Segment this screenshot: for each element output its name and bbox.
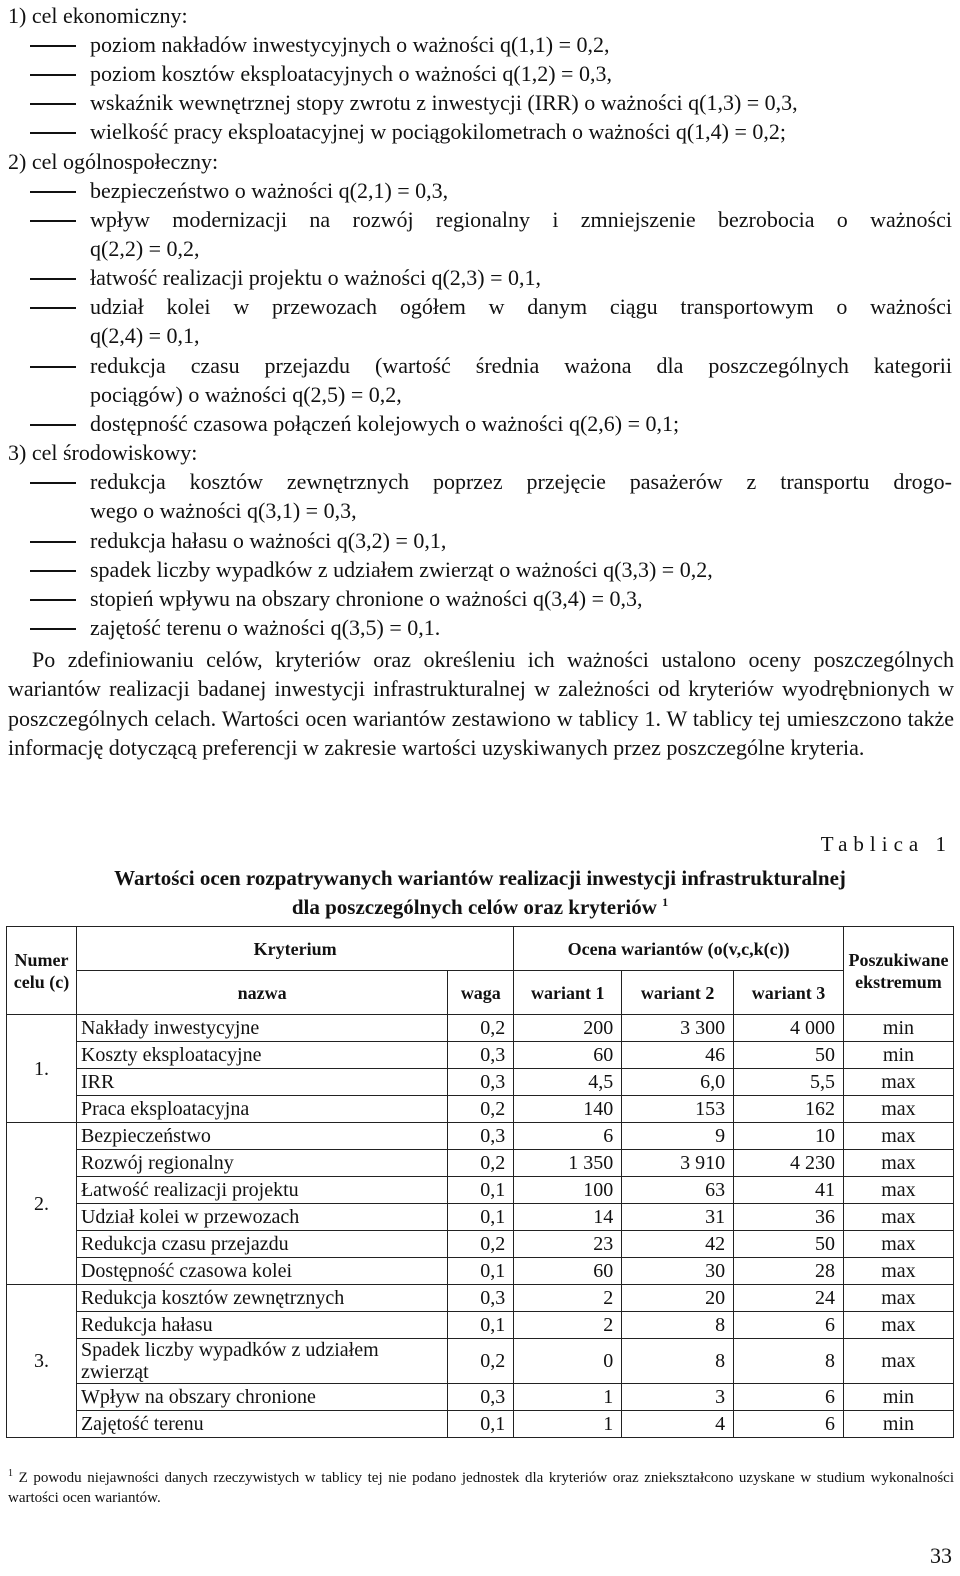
list-item-continuation: q(2,4) = 0,1, [90, 323, 200, 348]
weight-cell: 0,1 [448, 1258, 514, 1285]
extreme-cell: max [843, 1069, 953, 1096]
variant-1-cell: 100 [514, 1177, 622, 1204]
variant-3-cell: 8 [734, 1339, 844, 1384]
variant-1-cell: 1 [514, 1384, 622, 1411]
weight-cell: 0,1 [448, 1312, 514, 1339]
table-row [7, 1285, 954, 1312]
list-item: dostępność czasowa połączeń kolejowych o ważności q(2,6) = 0,1; [30, 410, 679, 438]
page-number: 33 [930, 1543, 952, 1568]
dash-icon [30, 220, 76, 222]
weight-cell: 0,2 [448, 1096, 514, 1123]
header-extreme: Poszukiwane ekstremum [843, 927, 953, 1015]
variant-2-cell: 31 [622, 1204, 734, 1231]
goal-number-cell: 3. [7, 1285, 77, 1438]
extreme-cell: max [843, 1204, 953, 1231]
variant-2-cell: 42 [622, 1231, 734, 1258]
extreme-cell: min [843, 1042, 953, 1069]
variant-2-cell: 46 [622, 1042, 734, 1069]
dash-icon [30, 74, 76, 76]
criterion-name-cell: Koszty eksploatacyjne [76, 1042, 447, 1069]
table-row [7, 1150, 954, 1177]
variant-2-cell: 4 [622, 1411, 734, 1438]
header-goal-number: Numer celu (c) [7, 927, 77, 1015]
extreme-cell: min [843, 1384, 953, 1411]
variant-1-cell: 2 [514, 1312, 622, 1339]
variant-1-cell: 140 [514, 1096, 622, 1123]
extreme-cell: min [843, 1411, 953, 1438]
criterion-name-cell: Łatwość realizacji projektu [76, 1177, 447, 1204]
variant-3-cell: 5,5 [734, 1069, 844, 1096]
variant-1-cell: 60 [514, 1042, 622, 1069]
variant-2-cell: 3 910 [622, 1150, 734, 1177]
list-item: udział kolei w przewozach ogółem w danym ciągu transportowym o ważności [30, 293, 952, 321]
variant-2-cell: 63 [622, 1177, 734, 1204]
list-item: bezpieczeństwo o ważności q(2,1) = 0,3, [30, 177, 448, 205]
header-weight: waga [448, 971, 514, 1015]
variant-1-cell: 1 350 [514, 1150, 622, 1177]
dash-icon [30, 307, 76, 309]
variant-2-cell: 20 [622, 1285, 734, 1312]
assessment-table [6, 926, 954, 1438]
variant-1-cell: 1 [514, 1411, 622, 1438]
footnote-reference: 1 [662, 895, 669, 909]
footnote: $^1$ Z powodu niejawności danych rzeczywistych w tablicy tej nie podano jednostek dla kryteriów oraz zniekształcono uzyskane w studium wykonalności wartości ocen wariantów. [8, 1468, 954, 1506]
list-item-continuation: wego o ważności q(3,1) = 0,3, [90, 498, 357, 523]
weight-cell: 0,3 [448, 1042, 514, 1069]
variant-1-cell: 200 [514, 1015, 622, 1042]
table-body [7, 1015, 954, 1438]
criterion-name-cell: Spadek liczby wypadków z udziałem zwierząt [76, 1339, 447, 1384]
body-paragraph: Po zdefiniowaniu celów, kryteriów oraz określeniu ich ważności ustalono oceny poszczególnych wariantów realizacji badanej inwestycji infrastrukturalnej w zależności od kryteriów wyodrębnionych w poszczególnych celach. Wartości ocen wariantów zestawiono w tablicy 1. W tablicy tej umieszczono także informację dotyczącą preferencji w zakresie wartości uzyskiwanych przez poszczególne kryteria. [8, 647, 954, 761]
list-item: łatwość realizacji projektu o ważności q(2,3) = 0,1, [30, 264, 541, 292]
table-caption-line1: Wartości ocen rozpatrywanych wariantów realizacji inwestycji infrastrukturalnej [114, 866, 846, 890]
variant-3-cell: 36 [734, 1204, 844, 1231]
variant-3-cell: 6 [734, 1411, 844, 1438]
goal-number-cell: 1. [7, 1015, 77, 1123]
criterion-name-cell: IRR [76, 1069, 447, 1096]
criterion-name-cell: Redukcja kosztów zewnętrznych [76, 1285, 447, 1312]
criterion-name-cell: Nakłady inwestycyjne [76, 1015, 447, 1042]
dash-icon [30, 132, 76, 134]
extreme-cell: min [843, 1015, 953, 1042]
table-row [7, 1069, 954, 1096]
extreme-cell: max [843, 1096, 953, 1123]
dash-icon [30, 191, 76, 193]
criterion-name-cell: Wpływ na obszary chronione [76, 1384, 447, 1411]
footnote-mark: 1 [8, 1468, 13, 1479]
dash-icon [30, 103, 76, 105]
variant-2-cell: 3 300 [622, 1015, 734, 1042]
extreme-cell: max [843, 1231, 953, 1258]
variant-1-cell: 23 [514, 1231, 622, 1258]
list-item: spadek liczby wypadków z udziałem zwierząt o ważności q(3,3) = 0,2, [30, 556, 713, 584]
variant-3-cell: 50 [734, 1231, 844, 1258]
extreme-cell: max [843, 1258, 953, 1285]
list-item: stopień wpływu na obszary chronione o ważności q(3,4) = 0,3, [30, 585, 643, 613]
list-item: redukcja hałasu o ważności q(3,2) = 0,1, [30, 527, 446, 555]
variant-1-cell: 2 [514, 1285, 622, 1312]
weight-cell: 0,1 [448, 1177, 514, 1204]
goal-number-cell: 2. [7, 1123, 77, 1285]
table-row [7, 1312, 954, 1339]
section-heading-economic: 1) cel ekonomiczny: [8, 3, 188, 28]
criterion-name-cell: Dostępność czasowa kolei [76, 1258, 447, 1285]
section-heading-social: 2) cel ogólnospołeczny: [8, 149, 219, 174]
criterion-name-cell: Udział kolei w przewozach [76, 1204, 447, 1231]
weight-cell: 0,2 [448, 1015, 514, 1042]
variant-3-cell: 162 [734, 1096, 844, 1123]
list-item-continuation: q(2,2) = 0,2, [90, 236, 200, 261]
weight-cell: 0,3 [448, 1123, 514, 1150]
dash-icon [30, 628, 76, 630]
variant-2-cell: 3 [622, 1384, 734, 1411]
list-item: wskaźnik wewnętrznej stopy zwrotu z inwestycji (IRR) o ważności q(1,3) = 0,3, [30, 89, 798, 117]
weight-cell: 0,1 [448, 1411, 514, 1438]
variant-2-cell: 9 [622, 1123, 734, 1150]
extreme-cell: max [843, 1177, 953, 1204]
variant-1-cell: 4,5 [514, 1069, 622, 1096]
criterion-name-cell: Praca eksploatacyjna [76, 1096, 447, 1123]
criterion-name-cell: Bezpieczeństwo [76, 1123, 447, 1150]
table-row [7, 1096, 954, 1123]
table-row [7, 1204, 954, 1231]
table-caption-line2: dla poszczególnych celów oraz kryteriów $^1$ [291, 895, 669, 919]
variant-2-cell: 8 [622, 1339, 734, 1384]
variant-3-cell: 28 [734, 1258, 844, 1285]
weight-cell: 0,2 [448, 1339, 514, 1384]
extreme-cell: max [843, 1150, 953, 1177]
criterion-name-cell: Zajętość terenu [76, 1411, 447, 1438]
table-row [7, 1258, 954, 1285]
extreme-cell: max [843, 1312, 953, 1339]
weight-cell: 0,3 [448, 1285, 514, 1312]
variant-1-cell: 0 [514, 1339, 622, 1384]
variant-2-cell: 8 [622, 1312, 734, 1339]
dash-icon [30, 570, 76, 572]
list-item: poziom kosztów eksploatacyjnych o ważności q(1,2) = 0,3, [30, 60, 612, 88]
criterion-name-cell: Rozwój regionalny [76, 1150, 447, 1177]
header-variant-2: wariant 2 [622, 971, 734, 1015]
table-row [7, 1411, 954, 1438]
table-row [7, 1015, 954, 1042]
variant-2-cell: 6,0 [622, 1069, 734, 1096]
section-heading-environmental: 3) cel środowiskowy: [8, 440, 198, 465]
header-assessment: Ocena wariantów (o(v,c,k(c)) [514, 927, 844, 971]
table-row [7, 1384, 954, 1411]
list-item: zajętość terenu o ważności q(3,5) = 0,1. [30, 614, 440, 642]
variant-1-cell: 6 [514, 1123, 622, 1150]
dash-icon [30, 482, 76, 484]
list-item: wielkość pracy eksploatacyjnej w pociągokilometrach o ważności q(1,4) = 0,2; [30, 118, 786, 146]
table-row [7, 1123, 954, 1150]
list-item: redukcja kosztów zewnętrznych poprzez przejęcie pasażerów z transportu drogo- [30, 468, 952, 496]
weight-cell: 0,1 [448, 1204, 514, 1231]
variant-1-cell: 60 [514, 1258, 622, 1285]
list-item: poziom nakładów inwestycyjnych o ważności q(1,1) = 0,2, [30, 31, 610, 59]
weight-cell: 0,3 [448, 1384, 514, 1411]
dash-icon [30, 541, 76, 543]
header-name: nazwa [76, 971, 447, 1015]
dash-icon [30, 424, 76, 426]
header-criterion: Kryterium [76, 927, 513, 971]
table-row [7, 1231, 954, 1258]
list-item: redukcja czasu przejazdu (wartość średnia ważona dla poszczególnych kategorii [30, 352, 952, 380]
variant-2-cell: 30 [622, 1258, 734, 1285]
variant-3-cell: 6 [734, 1312, 844, 1339]
variant-3-cell: 6 [734, 1384, 844, 1411]
variant-3-cell: 50 [734, 1042, 844, 1069]
variant-3-cell: 41 [734, 1177, 844, 1204]
variant-2-cell: 153 [622, 1096, 734, 1123]
extreme-cell: max [843, 1339, 953, 1384]
header-variant-3: wariant 3 [734, 971, 844, 1015]
dash-icon [30, 278, 76, 280]
extreme-cell: max [843, 1123, 953, 1150]
weight-cell: 0,3 [448, 1069, 514, 1096]
header-variant-1: wariant 1 [514, 971, 622, 1015]
variant-3-cell: 10 [734, 1123, 844, 1150]
weight-cell: 0,2 [448, 1150, 514, 1177]
dash-icon [30, 45, 76, 47]
table-caption [0, 866, 960, 919]
table-row [7, 1339, 954, 1384]
variant-3-cell: 4 230 [734, 1150, 844, 1177]
variant-3-cell: 24 [734, 1285, 844, 1312]
criterion-name-cell: Redukcja hałasu [76, 1312, 447, 1339]
weight-cell: 0,2 [448, 1231, 514, 1258]
table-label: Tablica 1 [820, 832, 952, 856]
criterion-name-cell: Redukcja czasu przejazdu [76, 1231, 447, 1258]
list-item: wpływ modernizacji na rozwój regionalny i zmniejszenie bezrobocia o ważności [30, 206, 952, 234]
table-row [7, 1177, 954, 1204]
variant-1-cell: 14 [514, 1204, 622, 1231]
extreme-cell: max [843, 1285, 953, 1312]
table-row [7, 1042, 954, 1069]
dash-icon [30, 366, 76, 368]
variant-3-cell: 4 000 [734, 1015, 844, 1042]
list-item-continuation: pociągów) o ważności q(2,5) = 0,2, [90, 382, 402, 407]
dash-icon [30, 599, 76, 601]
